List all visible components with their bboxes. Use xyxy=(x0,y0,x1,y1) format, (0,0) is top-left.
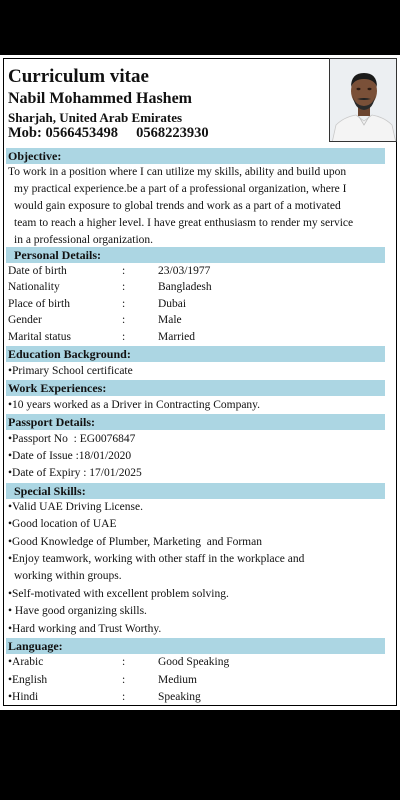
field-value: Bangladesh xyxy=(158,281,212,293)
passport-heading: Passport Details: xyxy=(6,414,385,430)
field-label: Nationality xyxy=(8,281,60,293)
objective-line: in a professional organization. xyxy=(14,234,154,246)
profile-photo xyxy=(329,58,397,142)
skill-item: •Hard working and Trust Worthy. xyxy=(8,623,162,635)
passport-number: •Passport No : EG0076847 xyxy=(8,433,136,445)
skill-item-continued: working within groups. xyxy=(14,570,122,582)
language-level: Medium xyxy=(158,674,197,686)
field-separator: : xyxy=(122,314,126,326)
field-label: Date of birth xyxy=(8,265,67,277)
work-heading: Work Experiences: xyxy=(6,380,385,396)
education-item: •Primary School certificate xyxy=(8,365,133,377)
location: Sharjah, United Arab Emirates xyxy=(8,110,183,125)
passport-issue-date: •Date of Issue :18/01/2020 xyxy=(8,450,132,462)
work-item: •10 years worked as a Driver in Contracting Company. xyxy=(8,399,261,411)
field-label: Place of birth xyxy=(8,298,70,310)
objective-line: To work in a position where I can utilize my skills, ability and build upon xyxy=(8,166,347,178)
skill-item: •Good Knowledge of Plumber, Marketing and Forman xyxy=(8,536,262,548)
field-label: Marital status xyxy=(8,331,71,343)
field-value: Dubai xyxy=(158,298,187,310)
person-name: Nabil Mohammed Hashem xyxy=(8,90,192,107)
mobile-numbers: Mob: 0566453498 0568223930 xyxy=(8,125,209,141)
language-name: •Hindi xyxy=(8,691,39,703)
objective-text xyxy=(8,164,388,249)
cv-title: Curriculum vitae xyxy=(8,66,149,87)
skill-item: •Good location of UAE xyxy=(8,518,117,530)
language-level: Speaking xyxy=(158,691,201,703)
education-heading: Education Background: xyxy=(6,346,385,362)
objective-line: team to reach a higher level. I have great enthusiasm to render my service xyxy=(14,217,354,229)
language-level: Good Speaking xyxy=(158,656,230,668)
objective-line: my practical experience.be a part of a professional organization, where I xyxy=(14,183,347,195)
passport-expiry-date: •Date of Expiry : 17/01/2025 xyxy=(8,467,142,479)
field-label: Gender xyxy=(8,314,42,326)
field-separator: : xyxy=(122,298,126,310)
personal-details-heading: Personal Details: xyxy=(6,247,385,263)
field-value: 23/03/1977 xyxy=(158,265,211,277)
field-separator: : xyxy=(122,331,126,343)
skill-item: •Self-motivated with excellent problem solving. xyxy=(8,588,229,600)
skill-item: •Valid UAE Driving License. xyxy=(8,501,143,513)
language-heading: Language: xyxy=(6,638,385,654)
top-border xyxy=(0,52,400,55)
objective-heading: Objective: xyxy=(6,148,385,164)
skill-item: • Have good organizing skills. xyxy=(8,605,147,617)
field-value: Married xyxy=(158,331,196,343)
language-separator: : xyxy=(122,656,126,668)
field-separator: : xyxy=(122,265,126,277)
field-value: Male xyxy=(158,314,182,326)
person-photo-icon xyxy=(330,59,397,142)
language-separator: : xyxy=(122,674,126,686)
language-name: •English xyxy=(8,674,48,686)
skills-heading: Special Skills: xyxy=(6,483,385,499)
language-separator: : xyxy=(122,691,126,703)
field-separator: : xyxy=(122,281,126,293)
language-name: •Arabic xyxy=(8,656,44,668)
objective-line: would gain exposure to global trends and work as a part of a motivated xyxy=(14,200,341,212)
skill-item: •Enjoy teamwork, working with other staff in the workplace and xyxy=(8,553,305,565)
